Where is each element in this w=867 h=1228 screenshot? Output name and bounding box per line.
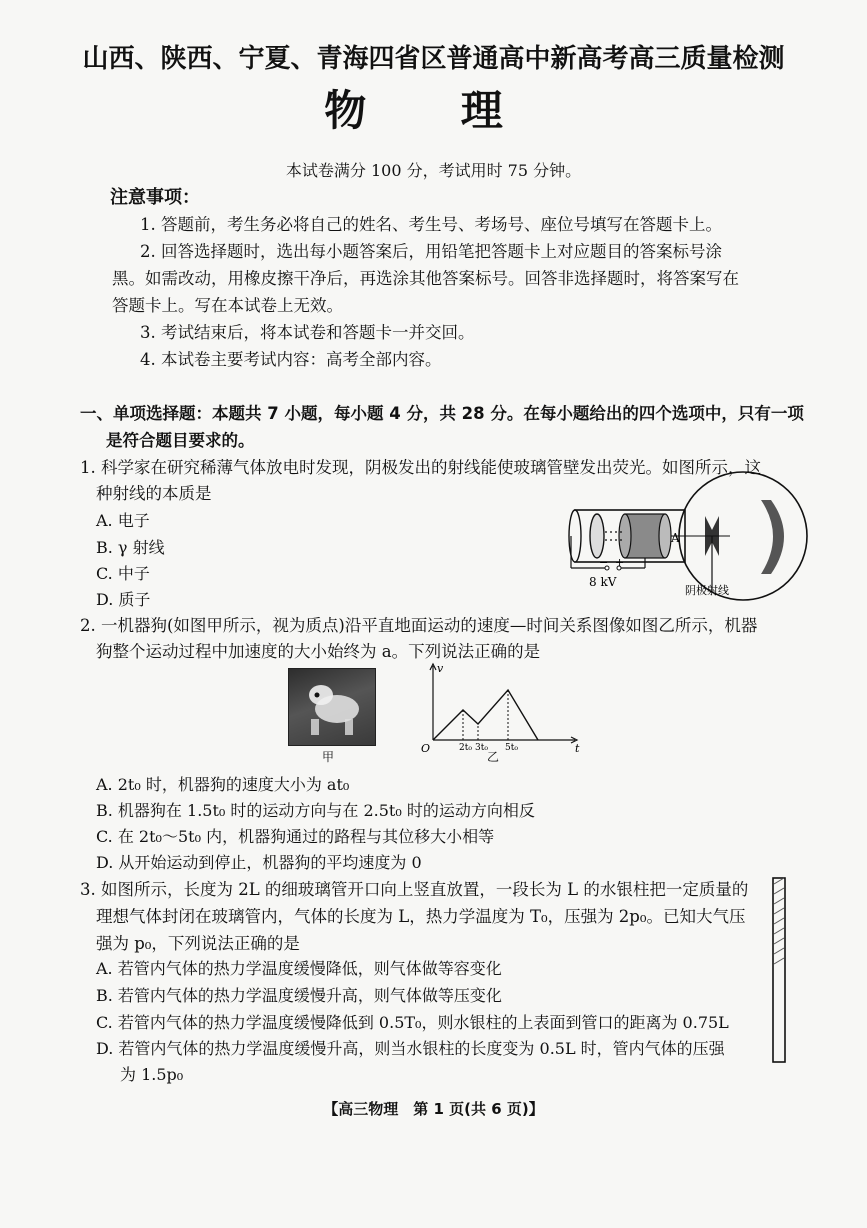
q1-stem-cont: 种射线的本质是	[96, 484, 212, 503]
q3-option-a: A. 若管内气体的热力学温度缓慢降低，则气体做等容变化	[96, 959, 502, 978]
cathode-ray-tube-figure	[565, 470, 815, 610]
q2-option-d: D. 从开始运动到停止，机器狗的平均速度为 0	[96, 853, 422, 872]
q3-stem-cont: 理想气体封闭在玻璃管内，气体的长度为 L，热力学温度为 T₀，压强为 2p₀。已知大气压	[96, 907, 746, 926]
figure-caption: 阴极射线	[685, 584, 729, 597]
note-item-1: 1. 答题前，考生务必将自己的姓名、考生号、考场号、座位号填写在答题卡上。	[140, 215, 722, 234]
q1-stem: 1. 科学家在研究稀薄气体放电时发现，阴极发出的射线能使玻璃管壁发出荧光。如图所示，这	[80, 458, 761, 477]
section-heading: 一、单项选择题：本题共 7 小题，每小题 4 分，共 28 分。在每小题给出的四个选项中，只有一项	[80, 404, 804, 423]
label-a: A	[671, 531, 680, 545]
q3-option-c: C. 若管内气体的热力学温度缓慢降低到 0.5T₀，则水银柱的上表面到管口的距离为 0.75L	[96, 1013, 729, 1032]
tick-5t0: 5t₀	[505, 743, 518, 753]
q1-option-b: B. γ 射线	[96, 538, 165, 557]
velocity-curve	[433, 690, 538, 740]
plus-sign: +	[615, 556, 625, 569]
q1-option-d: D. 质子	[96, 590, 151, 609]
page-footer: 【高三物理 第 1 页(共 6 页)】	[323, 1100, 544, 1118]
tick-2t0: 2t₀	[459, 743, 472, 753]
q2-option-a: A. 2t₀ 时，机器狗的速度大小为 at₀	[96, 775, 350, 794]
q2-stem: 2. 一机器狗(如图甲所示，视为质点)沿平直地面运动的速度—时间关系图像如图乙所示，机器	[80, 616, 758, 635]
q3-stem-cont2: 强为 p₀，下列说法正确的是	[96, 934, 300, 953]
subject-title: 物 理	[324, 86, 543, 135]
q2-option-c: C. 在 2t₀～5t₀ 内，机器狗通过的路程与其位移大小相等	[96, 827, 495, 846]
q2-stem-cont: 狗整个运动过程中加速度的大小始终为 a。下列说法正确的是	[96, 642, 541, 661]
minus-sign: −	[599, 556, 609, 569]
tick-3t0: 3t₀	[475, 743, 488, 753]
glass-tube-figure	[768, 876, 790, 1066]
score-line: 本试卷满分 100 分，考试用时 75 分钟。	[285, 161, 582, 180]
q3-option-d-cont: 为 1.5p₀	[120, 1065, 184, 1084]
figure-yi-label: 乙	[487, 750, 500, 764]
exam-title: 山西、陕西、宁夏、青海四省区普通高中新高考高三质量检测	[82, 44, 785, 74]
robot-dog-photo	[288, 668, 376, 746]
figure-jia-label: 甲	[322, 750, 335, 764]
q3-option-b: B. 若管内气体的热力学温度缓慢升高，则气体做等压变化	[96, 986, 502, 1005]
notes-heading: 注意事项：	[110, 187, 200, 208]
velocity-time-graph	[415, 660, 585, 755]
section-heading-cont: 是符合题目要求的。	[106, 431, 255, 450]
origin-label: O	[421, 742, 431, 755]
note-item-3: 3. 考试结束后，将本试卷和答题卡一并交回。	[140, 323, 475, 342]
q1-option-a: A. 电子	[96, 511, 150, 530]
q3-option-d: D. 若管内气体的热力学温度缓慢升高，则当水银柱的长度变为 0.5L 时，管内气体的压强	[96, 1039, 725, 1058]
note-item-2c: 答题卡上。写在本试卷上无效。	[112, 296, 343, 315]
note-item-2a: 2. 回答选择题时，选出每小题答案后，用铅笔把答题卡上对应题目的答案标号涂	[140, 242, 722, 261]
note-item-2b: 黑。如需改动，用橡皮擦干净后，再选涂其他答案标号。回答非选择题时，将答案写在	[112, 269, 739, 288]
q3-stem: 3. 如图所示，长度为 2L 的细玻璃管开口向上竖直放置，一段长为 L 的水银柱把一定质量的	[80, 880, 749, 899]
axis-t-label: t	[575, 742, 580, 755]
axis-v-label: v	[437, 662, 444, 675]
voltage-label: 8 kV	[589, 575, 617, 589]
q2-option-b: B. 机器狗在 1.5t₀ 时的运动方向与在 2.5t₀ 时的运动方向相反	[96, 801, 535, 820]
note-item-4: 4. 本试卷主要考试内容：高考全部内容。	[140, 350, 442, 369]
q1-option-c: C. 中子	[96, 564, 150, 583]
